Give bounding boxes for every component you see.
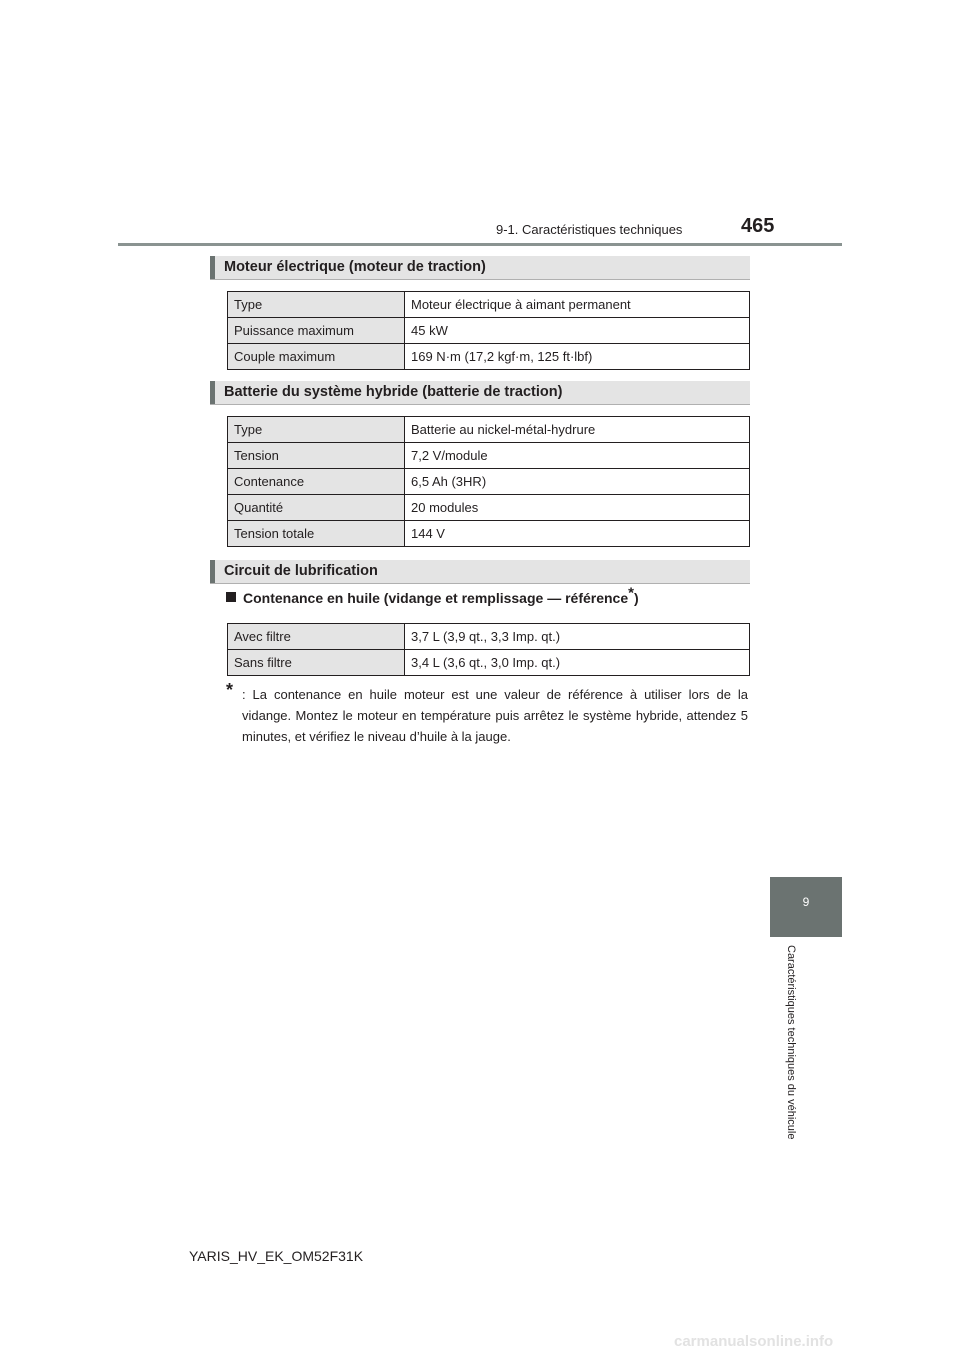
spec-label: Type [228, 417, 405, 443]
table-row [228, 650, 750, 676]
spec-value: 3,4 L (3,6 qt., 3,0 Imp. qt.) [405, 650, 750, 676]
spec-label: Tension totale [228, 521, 405, 547]
spec-value: 20 modules [405, 495, 750, 521]
section-header-hybrid-battery [210, 381, 750, 405]
footnote [226, 680, 748, 747]
subheading-close: ) [633, 590, 639, 606]
table-row [228, 344, 750, 370]
footnote-asterisk: * [226, 680, 234, 700]
spec-label: Contenance [228, 469, 405, 495]
electric-motor-spec-table [227, 291, 750, 370]
table-row [228, 292, 750, 318]
document-code: YARIS_HV_EK_OM52F31K [189, 1248, 364, 1264]
running-header-section: 9-1. Caractéristiques techniques [496, 222, 683, 237]
table-row [228, 469, 750, 495]
section-header-lubrication [210, 560, 750, 584]
table-row [228, 624, 750, 650]
table-row [228, 495, 750, 521]
spec-value: 45 kW [405, 318, 750, 344]
table-row [228, 443, 750, 469]
section-title: Circuit de lubrification [224, 563, 378, 579]
watermark: carmanualsonline.info [674, 1333, 834, 1350]
spec-label: Avec filtre [228, 624, 405, 650]
spec-label: Type [228, 292, 405, 318]
hybrid-battery-spec-table [227, 416, 750, 547]
spec-value: Moteur électrique à aimant permanent [405, 292, 750, 318]
spec-value: Batterie au nickel-métal-hydrure [405, 417, 750, 443]
footnote-text: : La contenance en huile moteur est une valeur de référence à utiliser lors de la vidange. Montez le moteur en température puis arrêtez le système hybride, attendez 5 minutes, et vérifiez le niveau d’huile à la jauge. [242, 687, 748, 744]
table-row [228, 417, 750, 443]
spec-label: Sans filtre [228, 650, 405, 676]
subheading-text: Contenance en huile (vidange et remplissage — référence [243, 590, 629, 606]
page-number: 465 [741, 215, 775, 237]
spec-label: Tension [228, 443, 405, 469]
chapter-tab [770, 877, 842, 937]
spec-value: 144 V [405, 521, 750, 547]
oil-capacity-table [227, 623, 750, 676]
section-title: Moteur électrique (moteur de traction) [224, 259, 486, 275]
spec-value: 6,5 Ah (3HR) [405, 469, 750, 495]
square-bullet-icon [226, 592, 236, 602]
spec-label: Puissance maximum [228, 318, 405, 344]
spec-value: 3,7 L (3,9 qt., 3,3 Imp. qt.) [405, 624, 750, 650]
spec-value: 169 N·m (17,2 kgf·m, 125 ft·lbf) [405, 344, 750, 370]
table-row [228, 318, 750, 344]
section-title: Batterie du système hybride (batterie de traction) [224, 384, 563, 400]
chapter-tab-number: 9 [802, 895, 810, 909]
table-row [228, 521, 750, 547]
oil-capacity-subheading [226, 584, 639, 606]
asterisk-mark: * [628, 584, 634, 602]
header-rule [118, 243, 842, 246]
spec-value: 7,2 V/module [405, 443, 750, 469]
chapter-tab-label: Caractéristiques techniques du véhicule [785, 945, 797, 1140]
section-header-electric-motor [210, 256, 750, 280]
spec-label: Quantité [228, 495, 405, 521]
spec-label: Couple maximum [228, 344, 405, 370]
